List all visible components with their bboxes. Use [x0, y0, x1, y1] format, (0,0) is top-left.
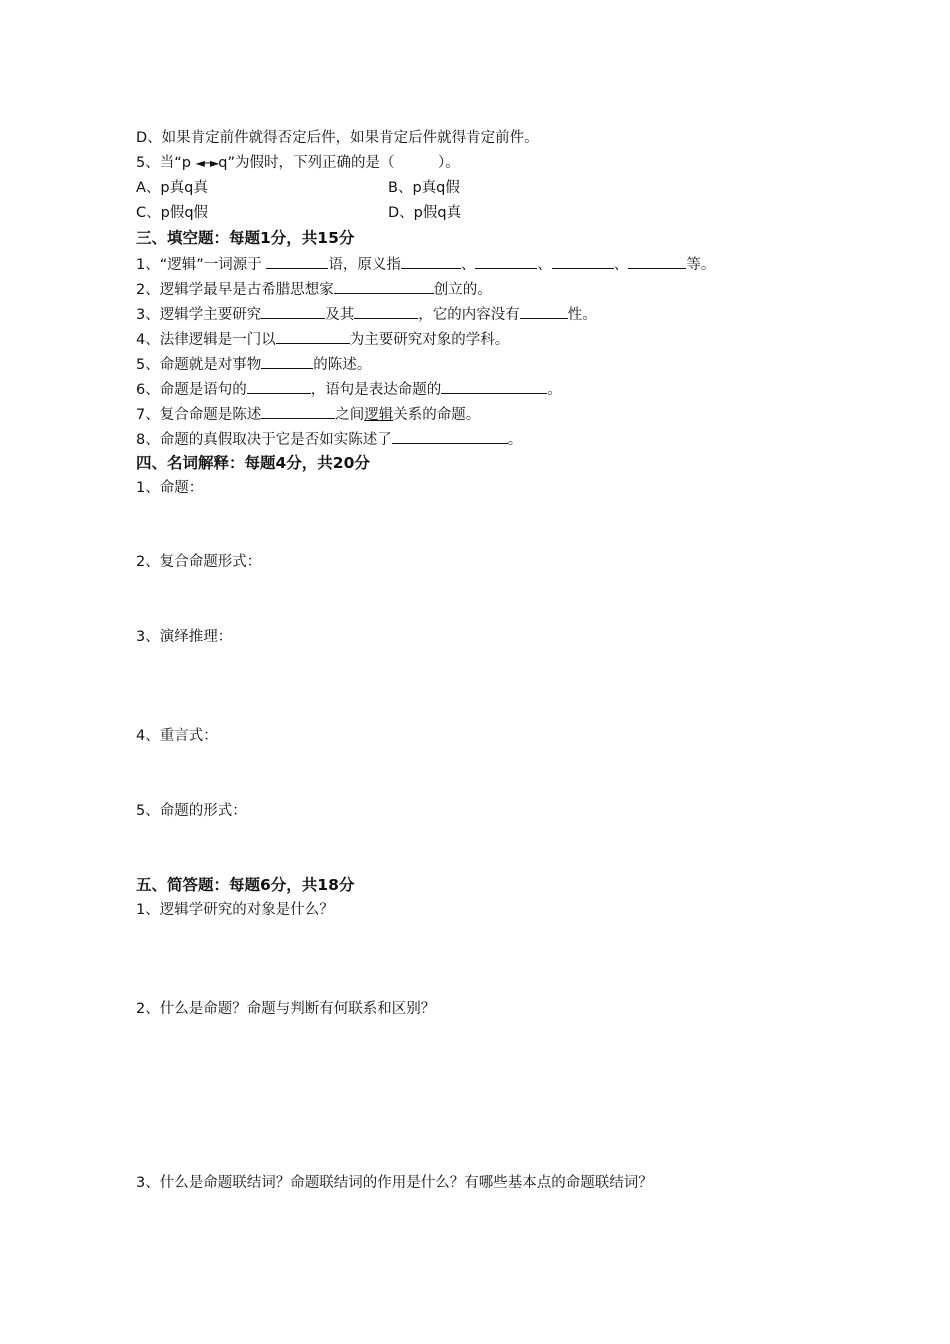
term-q2: 2、复合命题形式： [136, 554, 262, 570]
term-q5: 5、命题的形式： [136, 803, 247, 819]
term-q1: 1、命题： [136, 480, 204, 496]
fill-q7-text: 之间 [335, 407, 365, 423]
term-q4: 4、重言式： [136, 728, 218, 744]
fill-q8-text: 。 [507, 432, 523, 448]
fill-q1-text: 等。 [686, 257, 716, 273]
blank[interactable] [261, 303, 325, 319]
blank[interactable] [261, 403, 335, 419]
blank[interactable] [475, 253, 537, 269]
q5-suffix: q”为假时，下列正确的是（ ）。 [218, 155, 460, 171]
fill-q8 [136, 428, 522, 450]
fill-q1-text: 、 [537, 257, 552, 273]
fill-q5-text: 5、命题就是对事物 [136, 357, 262, 373]
blank[interactable] [401, 253, 461, 269]
fill-q3-text: 及其 [325, 307, 355, 323]
fill-q6-text: 。 [547, 382, 562, 398]
option-c: C、p假q假 [136, 205, 209, 221]
q5-prefix: 5、当“p [136, 155, 196, 171]
blank[interactable] [392, 428, 508, 444]
fill-q6-text: ，语句是表达命题的 [310, 382, 442, 398]
fill-q1-text: 语，原义指 [328, 257, 401, 273]
fill-q7 [136, 403, 480, 425]
fill-q1-text: 、 [460, 257, 476, 273]
fill-q3-text: ，它的内容没有 [418, 307, 520, 323]
option-row-ab [136, 178, 208, 198]
section-4-heading: 四、名词解释：每题4分，共20分 [136, 454, 370, 472]
fill-q2-text: 创立的。 [433, 282, 492, 298]
choice-d-option: D、如果肯定前件就得否定后件，如果肯定后件就得肯定前件。 [136, 130, 539, 146]
blank[interactable] [266, 253, 328, 269]
fill-q3 [136, 303, 597, 325]
fill-q2 [136, 278, 492, 300]
fill-q7-text: 关系的命题。 [393, 407, 481, 423]
blank[interactable] [441, 378, 547, 394]
blank[interactable] [354, 303, 418, 319]
fill-q6-text: 6、命题是语句的 [136, 382, 247, 398]
blank[interactable] [261, 353, 313, 369]
short-answer-q3: 3、什么是命题联结词？命题联结词的作用是什么？有哪些基本点的命题联结词？ [136, 1175, 653, 1191]
underlined-term: 逻辑 [364, 407, 394, 423]
short-answer-q1: 1、逻辑学研究的对象是什么？ [136, 902, 334, 918]
biconditional-arrow-icon: ◄─► [195, 156, 219, 170]
fill-q4 [136, 328, 509, 350]
section-5-heading: 五、简答题：每题6分，共18分 [136, 876, 355, 894]
choice-question-5 [136, 153, 460, 173]
fill-q5-text: 的陈述。 [313, 357, 372, 373]
short-answer-q2: 2、什么是命题？命题与判断有何联系和区别？ [136, 1001, 436, 1017]
fill-q4-text: 4、法律逻辑是一门以 [136, 332, 276, 348]
blank[interactable] [628, 253, 686, 269]
blank[interactable] [334, 278, 434, 294]
blank[interactable] [520, 303, 568, 319]
option-a: A、p真q真 [136, 180, 208, 196]
term-q3: 3、演绎推理： [136, 629, 233, 645]
fill-q3-text: 性。 [567, 307, 597, 323]
fill-q6 [136, 378, 562, 400]
fill-q1-text: 、 [613, 257, 629, 273]
fill-q1 [136, 253, 715, 275]
blank[interactable] [552, 253, 614, 269]
fill-q8-text: 8、命题的真假取决于它是否如实陈述了 [136, 432, 392, 448]
fill-q3-text: 3、逻辑学主要研究 [136, 307, 262, 323]
blank[interactable] [247, 378, 311, 394]
fill-q2-text: 2、逻辑学最早是古希腊思想家 [136, 282, 334, 298]
fill-q1-text: 1、“逻辑”一词源于 [136, 257, 267, 273]
fill-q4-text: 为主要研究对象的学科。 [349, 332, 510, 348]
fill-q7-text: 7、复合命题是陈述 [136, 407, 262, 423]
section-3-heading: 三、填空题：每题1分，共15分 [136, 229, 355, 247]
option-b: B、p真q假 [388, 180, 460, 196]
option-d: D、p假q真 [388, 205, 462, 221]
fill-q5 [136, 353, 371, 375]
blank[interactable] [276, 328, 350, 344]
